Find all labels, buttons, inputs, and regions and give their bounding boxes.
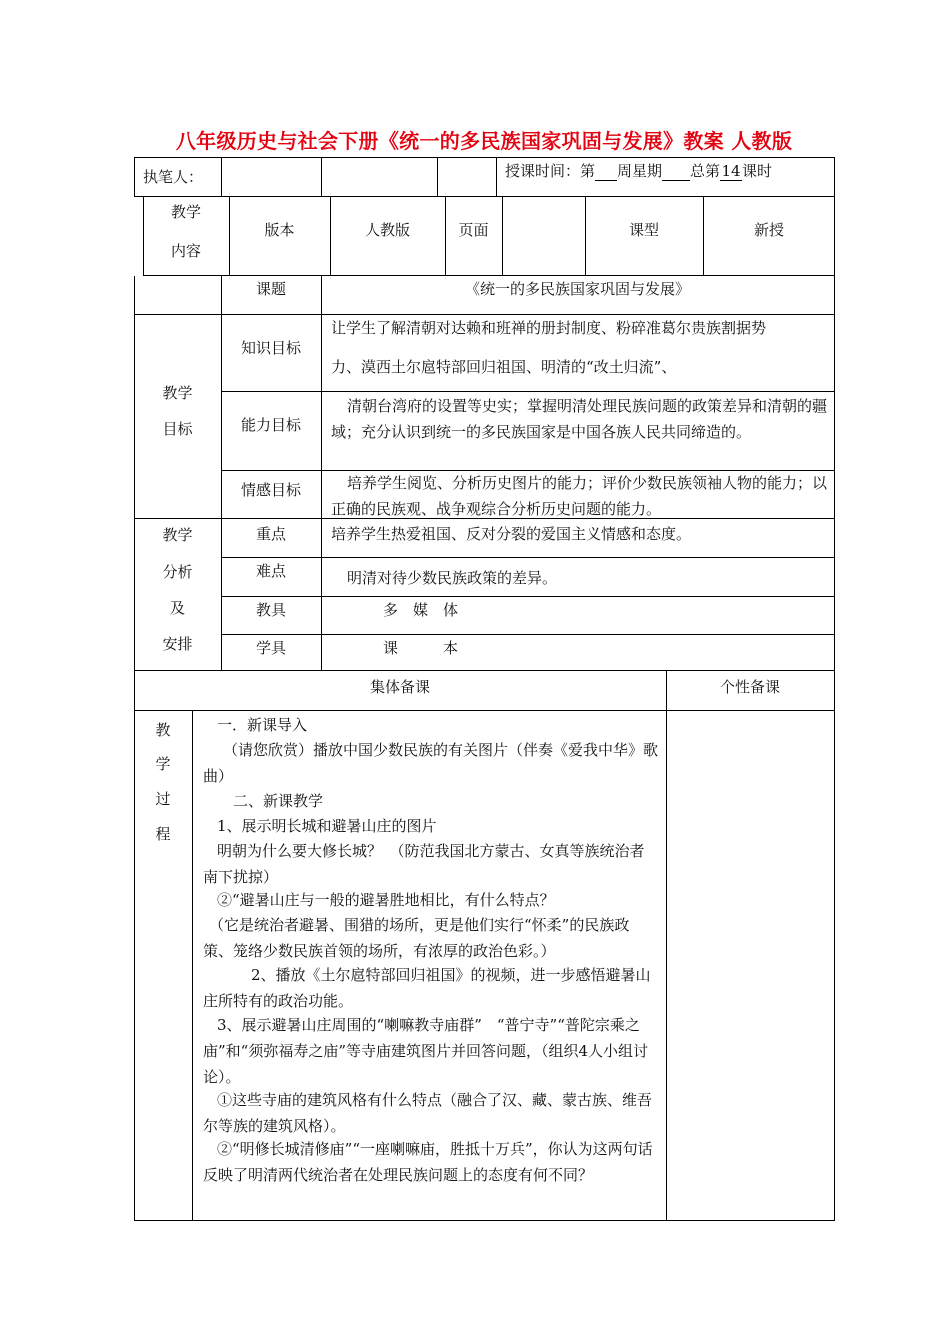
time-label: 授课时间：第: [505, 162, 596, 180]
lesson-number: 14: [721, 162, 741, 180]
type-label: 课型: [628, 221, 659, 239]
process-p11: ②“明修长城清修庙”“一座喇嘛庙，胜抵十万兵”，你认为这两句话反映了明清两代统治者在处理民族问题上的态度有何不同？: [203, 1140, 653, 1184]
day-blank: [662, 162, 690, 181]
difficulty-label: 难点: [255, 562, 286, 580]
analysis-label-4: 安排: [162, 635, 193, 653]
emotion-goal-text: 培养学生阅览、分析历史图片的能力；评价少数民族领袖人物的能力；以正确的民族观、战争观综合分析历史问题的能力。: [331, 474, 828, 518]
type-value: 新授: [753, 221, 784, 239]
process-p8: 2、播放《土尔扈特部回归祖国》的视频，进一步感悟避暑山庄所特有的政治功能。: [203, 966, 651, 1010]
ability-goal-text: 清朝台湾府的设置等史实；掌握明清处理民族问题的政策差异和清朝的疆域；充分认识到统一的多民族国家是中国各族人民共同缔造的。: [331, 397, 828, 441]
total-label: 总第: [690, 162, 721, 180]
lesson-suffix: 课时: [742, 162, 773, 180]
emotion-goal-label: 情感目标: [240, 481, 301, 499]
lesson-time: [505, 158, 772, 184]
personal-prep-label: 个性备课: [719, 678, 780, 696]
author-label: 执笔人：: [143, 168, 204, 186]
edition-value: 人教版: [364, 221, 410, 239]
week-label: 周星期: [617, 162, 663, 180]
process-p3: 二、新课教学: [233, 792, 324, 810]
process-p1: 一．新课导入: [217, 716, 308, 734]
key-point-value: 培养学生热爱祖国、反对分裂的爱国主义情感和态度。: [331, 525, 692, 543]
content-label-2: 内容: [170, 242, 201, 260]
knowledge-goal-label: 知识目标: [240, 339, 301, 357]
analysis-label-3: 及: [169, 599, 185, 617]
week-blank: [595, 162, 617, 181]
process-p10: ①这些寺庙的建筑风格有什么特点（融合了汉、藏、蒙古族、维吾尔等族的建筑风格）。: [203, 1091, 653, 1135]
edition-label: 版本: [264, 221, 295, 239]
student-tools-value: 课 本: [383, 639, 459, 657]
topic-value: 《统一的多民族国家巩固与发展》: [464, 280, 690, 298]
content-label-1: 教学: [170, 203, 201, 221]
process-p2: （请您欣赏）播放中国少数民族的有关图片（伴奏《爱我中华》歌曲）: [203, 741, 659, 785]
key-point-label: 重点: [255, 525, 286, 543]
process-p9: 3、展示避暑山庄周围的“喇嘛教寺庙群” “普宁寺”“普陀宗乘之庙”和“须弥福寿之庙”等寺庙建筑图片并回答问题，（组织4人小组讨论）。: [203, 1016, 649, 1086]
main-table-right-border: [834, 276, 835, 1221]
knowledge-goal-line2: 力、漠西土尔扈特部回归祖国、明清的“改土归流”、: [331, 358, 677, 376]
page-label: 页面: [458, 221, 489, 239]
process-p6: ②“避暑山庄与一般的避暑胜地相比，有什么特点？: [217, 891, 555, 909]
analysis-label-1: 教学: [162, 526, 193, 544]
collective-prep-label: 集体备课: [369, 678, 430, 696]
teacher-tools-label: 教具: [255, 601, 286, 619]
document-title: 八年级历史与社会下册《统一的多民族国家巩固与发展》教案 人教版: [175, 129, 793, 153]
process-label-char-1: 教: [155, 721, 171, 739]
student-tools-label: 学具: [255, 639, 286, 657]
teacher-tools-value: 多 媒 体: [383, 601, 459, 619]
topic-label: 课题: [255, 280, 286, 298]
process-p5: 明朝为什么要大修长城？ （防范我国北方蒙古、女真等族统治者南下扰掠）: [203, 842, 645, 886]
goals-label-2: 目标: [162, 420, 193, 438]
knowledge-goal-line1: 让学生了解清朝对达赖和班禅的册封制度、粉碎准葛尔贵族割据势: [331, 319, 767, 337]
process-p4: 1、展示明长城和避暑山庄的图片: [217, 817, 437, 835]
difficulty-value: 明清对待少数民族政策的差异。: [347, 569, 558, 587]
goals-label-1: 教学: [162, 384, 193, 402]
process-p7: （它是统治者避暑、围猎的场所，更是他们实行“怀柔”的民族政策、笼络少数民族首领的场所，有浓厚的政治色彩。）: [203, 916, 630, 960]
process-label-char-2: 学: [155, 755, 171, 773]
ability-goal-label: 能力目标: [240, 416, 301, 434]
process-label-char-4: 程: [155, 825, 171, 843]
analysis-label-2: 分析: [162, 563, 193, 581]
process-label-char-3: 过: [155, 790, 171, 808]
